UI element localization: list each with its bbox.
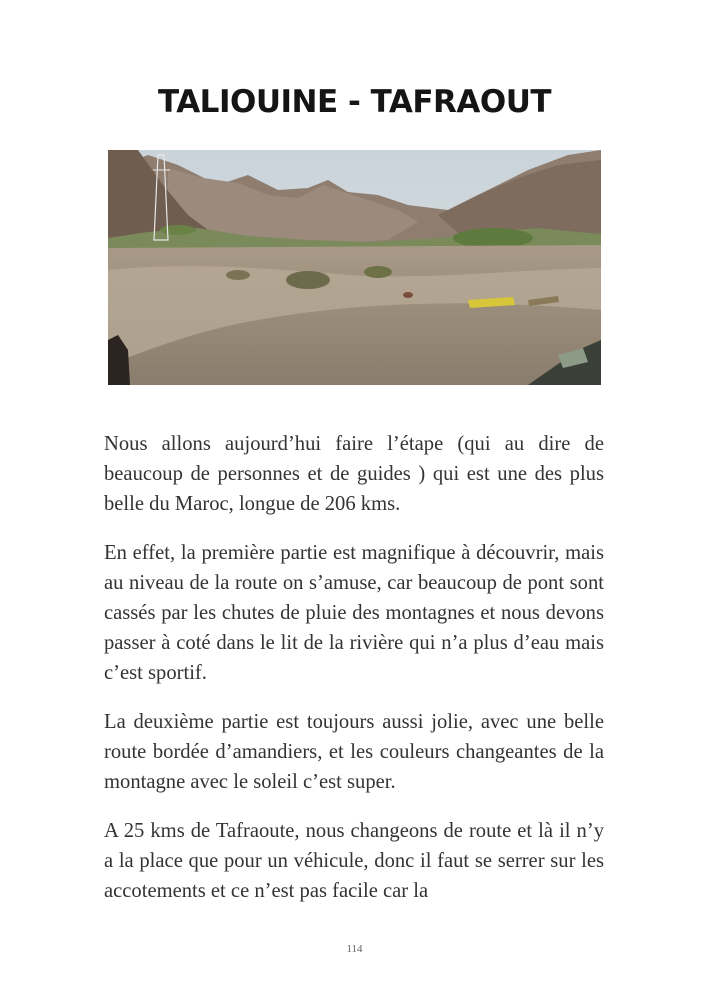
desert-valley-photo: [108, 150, 601, 385]
photo-drawing: [108, 150, 601, 385]
article-body: [104, 429, 604, 925]
page-number: 114: [346, 943, 363, 955]
paragraph-2: En effet, la première partie est magnifique à découvrir, mais au niveau de la route on s’amuse, car beaucoup de pont sont cassés par les chutes de pluie des montagnes et nous devons passer à coté dans le lit de la rivière qui n’a plus d’eau mais c’est sportif.: [104, 542, 604, 684]
page-title: TALIOUINE - TAFRAOUT: [157, 84, 552, 120]
paragraph-3: La deuxième partie est toujours aussi jolie, avec une belle route bordée d’amandiers, et les couleurs changeantes de la montagne avec le soleil c’est super.: [104, 711, 604, 793]
paragraph-4: A 25 kms de Tafraoute, nous changeons de route et là il n’y a la place que pour un véhicule, donc il faut se serrer sur les accotements et ce n’est pas facile car la: [104, 820, 604, 902]
paragraph-1: Nous allons aujourd’hui faire l’étape (qui au dire de beaucoup de personnes et de guides ) qui est une des plus belle du Maroc, longue de 206 kms.: [104, 433, 604, 515]
